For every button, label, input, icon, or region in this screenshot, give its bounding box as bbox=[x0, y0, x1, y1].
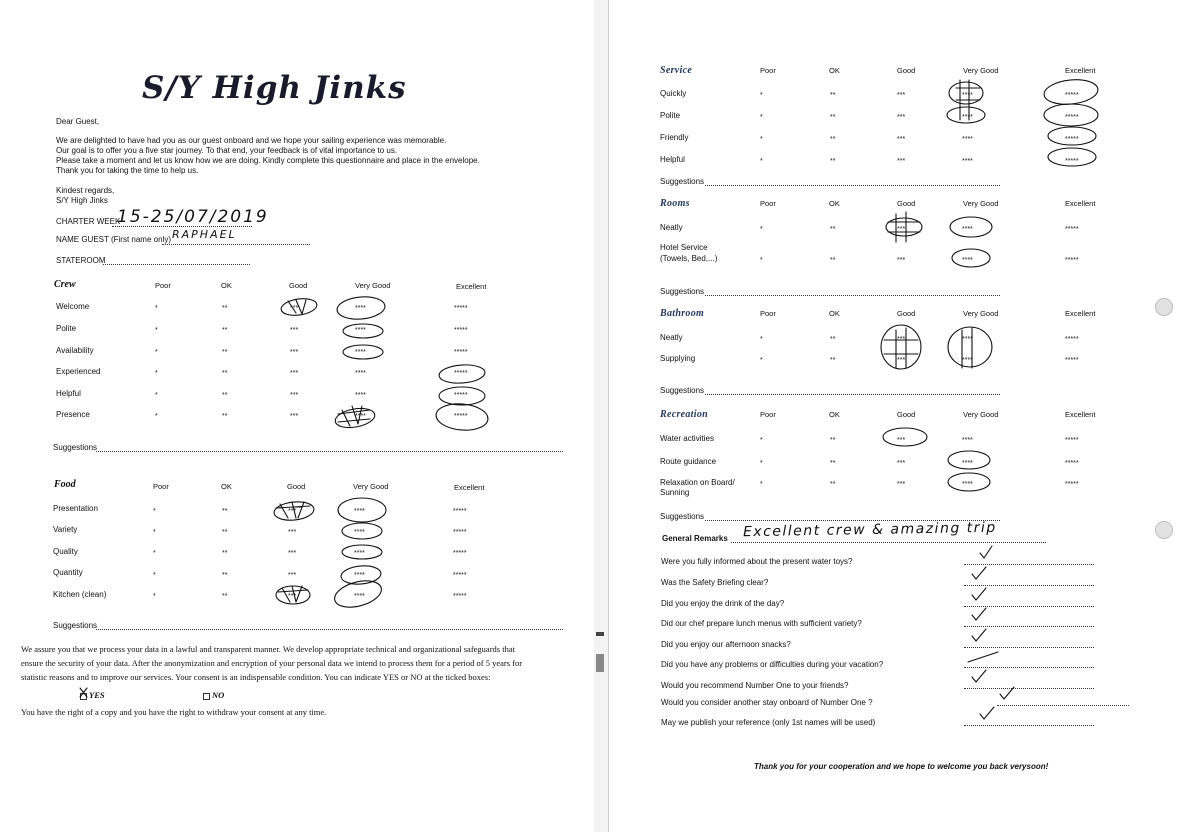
question-5: Did you enjoy our afternoon snacks? bbox=[661, 640, 791, 649]
answer-1-field[interactable] bbox=[964, 564, 1094, 565]
food-row-3-stars-1[interactable]: * bbox=[153, 550, 156, 557]
punch-hole-top bbox=[1155, 298, 1173, 316]
recreation-row-2-stars-1[interactable]: * bbox=[760, 460, 763, 467]
question-2: Was the Safety Briefing clear? bbox=[661, 578, 769, 587]
charter-week-field[interactable]: 15-25/07/2019 bbox=[117, 207, 269, 227]
rooms-row-2-stars-3[interactable]: *** bbox=[897, 257, 906, 264]
service-item-quickly: Quickly bbox=[660, 89, 687, 98]
service-suggestions-field[interactable] bbox=[705, 185, 1000, 186]
service-row-4-stars-5[interactable]: ***** bbox=[1065, 158, 1079, 165]
crew-item-polite: Polite bbox=[56, 324, 77, 333]
bathroom-row-1-stars-1[interactable]: * bbox=[760, 336, 763, 343]
col-ok: OK bbox=[221, 281, 232, 290]
regards: Kindest regards, bbox=[56, 186, 115, 195]
crew-row-5-stars-5[interactable]: ***** bbox=[454, 392, 468, 399]
recreation-item-water: Water activities bbox=[660, 434, 714, 443]
bathroom-row-2-stars-5[interactable]: ***** bbox=[1065, 357, 1079, 364]
food-row-3-stars-5[interactable]: ***** bbox=[453, 550, 467, 557]
food-row-5-stars-1[interactable]: * bbox=[153, 593, 156, 600]
punch-hole-bottom bbox=[1155, 521, 1173, 539]
rooms-row-2-stars-5[interactable]: ***** bbox=[1065, 257, 1079, 264]
crew-row-3-stars-3[interactable]: *** bbox=[290, 349, 299, 356]
service-row-4-stars-4[interactable]: **** bbox=[962, 158, 973, 165]
crew-row-3-stars-4[interactable]: **** bbox=[355, 349, 366, 356]
food-item-quality: Quality bbox=[53, 547, 78, 556]
yes-checkbox[interactable] bbox=[80, 693, 87, 700]
food-row-4-stars-5[interactable]: ***** bbox=[453, 572, 467, 579]
answer-5-field[interactable] bbox=[964, 647, 1094, 648]
answer-3-field[interactable] bbox=[964, 606, 1094, 607]
recreation-row-1-stars-3[interactable]: *** bbox=[897, 437, 906, 444]
intro-line-1: We are delighted to have had you as our guest onboard and we hope your sailing experience was memorable. bbox=[56, 136, 447, 145]
food-row-4-stars-2[interactable]: ** bbox=[222, 572, 228, 579]
recreation-row-2-stars-5[interactable]: ***** bbox=[1065, 460, 1079, 467]
consent-no[interactable]: NO bbox=[203, 688, 224, 702]
crew-row-5-stars-4[interactable]: **** bbox=[355, 392, 366, 399]
signoff: S/Y High Jinks bbox=[56, 196, 108, 205]
service-row-3-stars-5[interactable]: ***** bbox=[1065, 136, 1079, 143]
service-suggestions-label: Suggestions bbox=[660, 177, 705, 186]
crew-row-2-stars-5[interactable]: ***** bbox=[454, 327, 468, 334]
bathroom-row-2-stars-4[interactable]: **** bbox=[962, 357, 973, 364]
service-row-4-stars-3[interactable]: *** bbox=[897, 158, 906, 165]
service-row-1-stars-3[interactable]: *** bbox=[897, 92, 906, 99]
crew-item-helpful: Helpful bbox=[56, 389, 81, 398]
recreation-row-2-stars-4[interactable]: **** bbox=[962, 460, 973, 467]
bathroom-row-1-stars-5[interactable]: ***** bbox=[1065, 336, 1079, 343]
service-row-4-stars-2[interactable]: ** bbox=[830, 158, 836, 165]
service-item-friendly: Friendly bbox=[660, 133, 689, 142]
crew-item-availability: Availability bbox=[56, 346, 94, 355]
crew-suggestions-field[interactable] bbox=[96, 451, 563, 452]
food-row-1-stars-4[interactable]: **** bbox=[354, 508, 365, 515]
recreation-row-1-stars-5[interactable]: ***** bbox=[1065, 437, 1079, 444]
service-row-4-stars-1[interactable]: * bbox=[760, 158, 763, 165]
general-remarks-field[interactable]: Excellent crew & amazing trip bbox=[742, 519, 997, 541]
crew-row-6-stars-3[interactable]: *** bbox=[290, 413, 299, 420]
rooms-row-1-stars-1[interactable]: * bbox=[760, 226, 763, 233]
crew-row-5-stars-2[interactable]: ** bbox=[222, 392, 228, 399]
crew-suggestions-label: Suggestions bbox=[53, 443, 98, 452]
crew-row-4-stars-2[interactable]: ** bbox=[222, 370, 228, 377]
bathroom-item-neatly: Neatly bbox=[660, 333, 683, 342]
crew-row-5-stars-3[interactable]: *** bbox=[290, 392, 299, 399]
crew-row-1-stars-5[interactable]: ***** bbox=[454, 305, 468, 312]
food-row-5-stars-3[interactable]: *** bbox=[288, 593, 297, 600]
service-row-1-stars-5[interactable]: ***** bbox=[1065, 92, 1079, 99]
question-1: Were you fully informed about the present water toys? bbox=[661, 557, 853, 566]
food-row-4-stars-1[interactable]: * bbox=[153, 572, 156, 579]
crew-row-6-stars-5[interactable]: ***** bbox=[454, 413, 468, 420]
food-row-3-stars-2[interactable]: ** bbox=[222, 550, 228, 557]
food-item-variety: Variety bbox=[53, 525, 78, 534]
answer-8-field[interactable] bbox=[997, 705, 1129, 706]
food-row-2-stars-3[interactable]: *** bbox=[288, 529, 297, 536]
service-row-3-stars-4[interactable]: **** bbox=[962, 136, 973, 143]
food-item-quantity: Quantity bbox=[53, 568, 83, 577]
rooms-item-hotel-service: Hotel Service bbox=[660, 243, 708, 252]
service-row-2-stars-3[interactable]: *** bbox=[897, 114, 906, 121]
no-checkbox[interactable] bbox=[203, 693, 210, 700]
bathroom-suggestions-field[interactable] bbox=[705, 394, 1000, 395]
food-row-5-stars-2[interactable]: ** bbox=[222, 593, 228, 600]
food-row-2-stars-4[interactable]: **** bbox=[354, 529, 365, 536]
recreation-item-route: Route guidance bbox=[660, 457, 717, 466]
food-row-1-stars-3[interactable]: *** bbox=[288, 508, 297, 515]
answer-9-field[interactable] bbox=[964, 725, 1094, 726]
rooms-suggestions-label: Suggestions bbox=[660, 287, 705, 296]
bathroom-section-title: Bathroom bbox=[660, 308, 705, 319]
recreation-suggestions-label: Suggestions bbox=[660, 512, 705, 521]
bathroom-row-1-stars-3[interactable]: *** bbox=[897, 336, 906, 343]
rooms-suggestions-field[interactable] bbox=[705, 295, 1000, 296]
food-row-3-stars-3[interactable]: *** bbox=[288, 550, 297, 557]
rooms-section-title: Rooms bbox=[660, 198, 690, 209]
crew-row-1-stars-3[interactable]: *** bbox=[290, 305, 299, 312]
recreation-item-relaxation: Relaxation on Board/ bbox=[660, 478, 735, 487]
crew-row-4-stars-5[interactable]: ***** bbox=[454, 370, 468, 377]
crew-section-title: Crew bbox=[54, 279, 76, 290]
consent-yes[interactable]: YES bbox=[80, 688, 105, 702]
recreation-row-3-stars-4[interactable]: **** bbox=[962, 481, 973, 488]
food-row-2-stars-5[interactable]: ***** bbox=[453, 529, 467, 536]
service-item-polite: Polite bbox=[660, 111, 681, 120]
food-row-1-stars-1[interactable]: * bbox=[153, 508, 156, 515]
crew-item-welcome: Welcome bbox=[56, 302, 90, 311]
question-8: Would you consider another stay onboard of Number One ? bbox=[661, 698, 873, 707]
service-row-2-stars-5[interactable]: ***** bbox=[1065, 114, 1079, 121]
bathroom-row-1-stars-2[interactable]: ** bbox=[830, 336, 836, 343]
rooms-row-1-stars-5[interactable]: ***** bbox=[1065, 226, 1079, 233]
recreation-row-2-stars-3[interactable]: *** bbox=[897, 460, 906, 467]
answer-2-field[interactable] bbox=[964, 585, 1094, 586]
col-very-good: Very Good bbox=[355, 281, 391, 290]
food-item-kitchen: Kitchen (clean) bbox=[53, 590, 107, 599]
food-row-4-stars-4[interactable]: **** bbox=[354, 572, 365, 579]
food-row-4-stars-3[interactable]: *** bbox=[288, 572, 297, 579]
greeting: Dear Guest, bbox=[56, 117, 100, 126]
crew-row-6-stars-1[interactable]: * bbox=[155, 413, 158, 420]
crew-row-6-stars-4[interactable]: **** bbox=[355, 413, 366, 420]
intro-line-2: Our goal is to offer you a five star journey. To that end, your feedback is of vital importance to us. bbox=[56, 146, 398, 155]
rooms-row-1-stars-3[interactable]: *** bbox=[897, 226, 906, 233]
stateroom-field[interactable] bbox=[103, 264, 250, 265]
crew-row-4-stars-1[interactable]: * bbox=[155, 370, 158, 377]
question-9: May we publish your reference (only 1st names will be used) bbox=[661, 718, 876, 727]
crew-row-3-stars-2[interactable]: ** bbox=[222, 349, 228, 356]
service-row-1-stars-1[interactable]: * bbox=[760, 92, 763, 99]
recreation-section-title: Recreation bbox=[660, 409, 708, 420]
service-row-2-stars-1[interactable]: * bbox=[760, 114, 763, 121]
intro-line-3: Please take a moment and let us know how we are doing. Kindly complete this questionnaire and place in the envelope. bbox=[56, 156, 480, 165]
bathroom-row-2-stars-1[interactable]: * bbox=[760, 357, 763, 364]
col-good: Good bbox=[289, 281, 308, 290]
page-gutter bbox=[594, 0, 608, 832]
crew-row-3-stars-1[interactable]: * bbox=[155, 349, 158, 356]
rooms-row-2-stars-2[interactable]: ** bbox=[830, 257, 836, 264]
answer-6-field[interactable] bbox=[964, 667, 1094, 668]
food-section-title: Food bbox=[54, 479, 76, 490]
question-7: Would you recommend Number One to your friends? bbox=[661, 681, 849, 690]
charter-week-label: CHARTER WEEK bbox=[56, 217, 121, 226]
crew-row-3-stars-5[interactable]: ***** bbox=[454, 349, 468, 356]
rooms-row-1-stars-2[interactable]: ** bbox=[830, 226, 836, 233]
crew-row-2-stars-2[interactable]: ** bbox=[222, 327, 228, 334]
service-row-2-stars-2[interactable]: ** bbox=[830, 114, 836, 121]
crew-row-1-stars-1[interactable]: * bbox=[155, 305, 158, 312]
food-item-presentation: Presentation bbox=[53, 504, 98, 513]
crew-row-4-stars-3[interactable]: *** bbox=[290, 370, 299, 377]
food-row-2-stars-2[interactable]: ** bbox=[222, 529, 228, 536]
rooms-item-neatly: Neatly bbox=[660, 223, 683, 232]
recreation-row-3-stars-3[interactable]: *** bbox=[897, 481, 906, 488]
brand-title: S/Y High Jinks bbox=[142, 70, 407, 106]
privacy-line-1: We assure you that we process your data in a lawful and transparent manner. We develop appropriate technical and organizational safeguards that bbox=[21, 644, 515, 654]
general-remarks-label: General Remarks bbox=[662, 534, 728, 543]
food-suggestions-label: Suggestions bbox=[53, 621, 98, 630]
rights-text: You have the right of a copy and you have the right to withdraw your consent at any time. bbox=[21, 707, 327, 717]
food-row-1-stars-5[interactable]: ***** bbox=[453, 508, 467, 515]
recreation-row-3-stars-1[interactable]: * bbox=[760, 481, 763, 488]
answer-7-field[interactable] bbox=[964, 688, 1094, 689]
rooms-item-hotel-service-detail: (Towels, Bed,...) bbox=[660, 254, 718, 263]
crew-row-1-stars-4[interactable]: **** bbox=[355, 305, 366, 312]
crew-row-6-stars-2[interactable]: ** bbox=[222, 413, 228, 420]
food-row-2-stars-1[interactable]: * bbox=[153, 529, 156, 536]
recreation-row-1-stars-2[interactable]: ** bbox=[830, 437, 836, 444]
answer-4-field[interactable] bbox=[964, 626, 1094, 627]
food-row-5-stars-4[interactable]: **** bbox=[354, 593, 365, 600]
left-page: S/Y High Jinks Dear Guest, We are delighted to have had you as our guest onboard and we hope your sailing experience was memorable. Our goal is to offer you a five star journey. To that end, your feedback is of vital importance to us. Please take a moment and let us know how we are doing. Kindly complete this questionnaire and place in the envelope. Thank you for taking the time to help us. Kindest regards, S/Y High Jinks CHARTER WEEK 15-25/07/2019 NAME GUEST (First name only) RAPHAEL STATEROOM Crew Poor OK Good Very Good Excellent Welcome Polite Availability Experienced Helpful Presence Suggestions Food Poor OK Good Very Good Excellent Presentation Variety Quality Quantity Kitchen (clean) Suggestions We assure you that we process your data in a lawful and transparent manner. We develop appropriate technical and organizational safeguards that ensure the security of your data. After the anonymization and encryption of your personal data we intend to process them for a period of 5 years for statistic reasons and to improve our services. Your consent is an indispensable condition. You can indicate YES or NO at the ticked boxes: YES NO You have the right of a copy and you have the right to withdraw your consent at any time. bbox=[0, 0, 594, 832]
food-row-5-stars-5[interactable]: ***** bbox=[453, 593, 467, 600]
privacy-line-2: ensure the security of your data. After the anonymization and encryption of your personal data we intend to process them for a period of 5 years for bbox=[21, 658, 523, 668]
closing-text: Thank you for your cooperation and we hope to welcome you back verysoon! bbox=[754, 762, 1049, 771]
intro-line-4: Thank you for taking the time to help us. bbox=[56, 166, 199, 175]
food-row-3-stars-4[interactable]: **** bbox=[354, 550, 365, 557]
service-row-1-stars-4[interactable]: **** bbox=[962, 92, 973, 99]
service-row-3-stars-3[interactable]: *** bbox=[897, 136, 906, 143]
guest-name-label: NAME GUEST (First name only) bbox=[56, 235, 171, 244]
recreation-row-2-stars-2[interactable]: ** bbox=[830, 460, 836, 467]
right-page: Service Poor OK Good Very Good Excellent Quickly Polite Friendly Helpful Suggestions Rooms Poor OK Good Very Good Excellent Neatly Hotel Service (Towels, Bed,...) Suggestions Bathroom Poor OK Good Very Good Excellent Neatly Supplying Suggestions Recreation Poor OK Good Very Good Excellent Water activities Route guidance Relaxation on Board/ Sunning Suggestions General Remarks Excellent crew & amazing trip Were you fully informed about the present water toys? Was the Safety Briefing clear? Did you enjoy the drink of the day? Did our chef prepare lunch menus with sufficient variety? Did you enjoy our afternoon snacks? Did you have any problems or difficulties during your vacation? Would you recommend Number One to your friends? Would you consider another stay onboard of Number One ? May we publish your reference (only 1st names will be used) Thank you for your cooperation and we hope to welcome you back verysoon! bbox=[608, 0, 1200, 832]
food-row-1-stars-2[interactable]: ** bbox=[222, 508, 228, 515]
rooms-row-2-stars-1[interactable]: * bbox=[760, 257, 763, 264]
crew-row-2-stars-4[interactable]: **** bbox=[355, 327, 366, 334]
rooms-row-2-stars-4[interactable]: **** bbox=[962, 257, 973, 264]
service-row-3-stars-1[interactable]: * bbox=[760, 136, 763, 143]
col-excellent: Excellent bbox=[456, 282, 487, 291]
crew-row-5-stars-1[interactable]: * bbox=[155, 392, 158, 399]
crew-row-2-stars-3[interactable]: *** bbox=[290, 327, 299, 334]
bathroom-suggestions-label: Suggestions bbox=[660, 386, 705, 395]
question-3: Did you enjoy the drink of the day? bbox=[661, 599, 785, 608]
crew-row-2-stars-1[interactable]: * bbox=[155, 327, 158, 334]
recreation-row-1-stars-1[interactable]: * bbox=[760, 437, 763, 444]
service-row-2-stars-4[interactable]: **** bbox=[962, 114, 973, 121]
bathroom-item-supplying: Supplying bbox=[660, 354, 696, 363]
crew-item-presence: Presence bbox=[56, 410, 90, 419]
recreation-row-1-stars-4[interactable]: **** bbox=[962, 437, 973, 444]
service-section-title: Service bbox=[660, 65, 693, 76]
food-suggestions-field[interactable] bbox=[96, 629, 563, 630]
col-poor: Poor bbox=[155, 281, 171, 290]
privacy-line-3: statistic reasons and to improve our services. Your consent is an indispensable condition. You can indicate YES or NO at the ticked boxes: bbox=[21, 672, 491, 682]
rooms-row-1-stars-4[interactable]: **** bbox=[962, 226, 973, 233]
crew-row-4-stars-4[interactable]: **** bbox=[355, 370, 366, 377]
service-item-helpful: Helpful bbox=[660, 155, 685, 164]
recreation-row-3-stars-2[interactable]: ** bbox=[830, 481, 836, 488]
recreation-row-3-stars-5[interactable]: ***** bbox=[1065, 481, 1079, 488]
service-row-3-stars-2[interactable]: ** bbox=[830, 136, 836, 143]
bathroom-row-1-stars-4[interactable]: **** bbox=[962, 336, 973, 343]
stateroom-label: STATEROOM bbox=[56, 256, 106, 265]
question-6: Did you have any problems or difficulties during your vacation? bbox=[661, 660, 884, 669]
question-4: Did our chef prepare lunch menus with sufficient variety? bbox=[661, 619, 862, 628]
bathroom-row-2-stars-3[interactable]: *** bbox=[897, 357, 906, 364]
guest-name-field[interactable]: RAPHAEL bbox=[172, 228, 237, 241]
crew-item-experienced: Experienced bbox=[56, 367, 101, 376]
crew-row-1-stars-2[interactable]: ** bbox=[222, 305, 228, 312]
recreation-item-sunning: Sunning bbox=[660, 488, 690, 497]
bathroom-row-2-stars-2[interactable]: ** bbox=[830, 357, 836, 364]
service-row-1-stars-2[interactable]: ** bbox=[830, 92, 836, 99]
